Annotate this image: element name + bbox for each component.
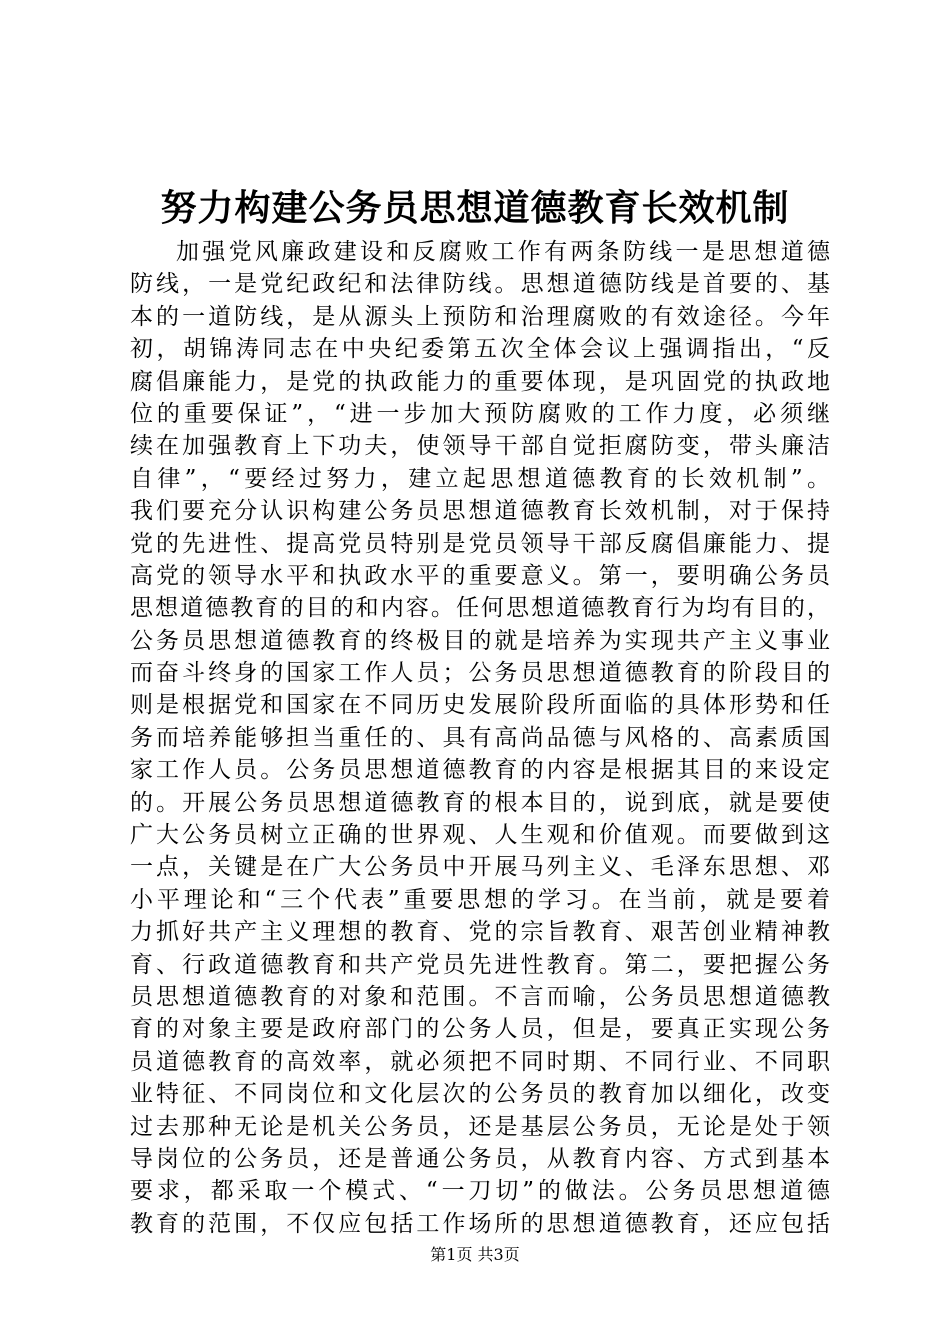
text-line: 自律”，“要经过努力，建立起思想道德教育的长效机制”。 bbox=[130, 465, 830, 492]
text-line: 业特征、不同岗位和文化层次的公务员的教育加以细化，改变 bbox=[130, 1081, 830, 1108]
text-line: 防线，一是党纪政纪和法律防线。思想道德防线是首要的、基 bbox=[130, 271, 830, 298]
text-line: 力抓好共产主义理想的教育、党的宗旨教育、艰苦创业精神教 bbox=[130, 919, 830, 946]
text-line: 思想道德教育的目的和内容。任何思想道德教育行为均有目的， bbox=[130, 595, 830, 622]
page-number-footer: 第1页 共3页 bbox=[430, 1245, 520, 1264]
text-line: 员道德教育的高效率，就必须把不同时期、不同行业、不同职 bbox=[130, 1048, 830, 1075]
text-line: 党的先进性、提高党员特别是党员领导干部反腐倡廉能力、提 bbox=[130, 530, 830, 557]
text-line: 育的对象主要是政府部门的公务人员，但是，要真正实现公务 bbox=[130, 1016, 830, 1043]
text-line: 而奋斗终身的国家工作人员；公务员思想道德教育的阶段目的 bbox=[130, 660, 830, 687]
text-line: 小平理论和“三个代表”重要思想的学习。在当前，就是要着 bbox=[130, 886, 830, 913]
text-line: 教育的范围，不仅应包括工作场所的思想道德教育，还应包括 bbox=[130, 1210, 830, 1237]
text-line: 员思想道德教育的对象和范围。不言而喻，公务员思想道德教 bbox=[130, 983, 830, 1010]
text-line: 一点，关键是在广大公务员中开展马列主义、毛泽东思想、邓 bbox=[130, 854, 830, 881]
text-line: 育、行政道德教育和共产党员先进性教育。第二，要把握公务 bbox=[130, 951, 830, 978]
text-line: 我们要充分认识构建公务员思想道德教育长效机制，对于保持 bbox=[130, 498, 830, 525]
text-line: 家工作人员。公务员思想道德教育的内容是根据其目的来设定 bbox=[130, 757, 830, 784]
text-line: 过去那种无论是机关公务员，还是基层公务员，无论是处于领 bbox=[130, 1113, 830, 1140]
text-line: 位的重要保证”，“进一步加大预防腐败的工作力度，必须继 bbox=[130, 400, 830, 427]
text-line: 广大公务员树立正确的世界观、人生观和价值观。而要做到这 bbox=[130, 822, 830, 849]
text-line: 要求，都采取一个模式、“一刀切”的做法。公务员思想道德 bbox=[130, 1178, 830, 1205]
text-line: 本的一道防线，是从源头上预防和治理腐败的有效途径。今年 bbox=[130, 303, 830, 330]
text-line: 公务员思想道德教育的终极目的就是培养为实现共产主义事业 bbox=[130, 627, 830, 654]
text-line: 务而培养能够担当重任的、具有高尚品德与风格的、高素质国 bbox=[130, 724, 830, 751]
text-line: 加强党风廉政建设和反腐败工作有两条防线一是思想道德 bbox=[176, 239, 830, 265]
text-line: 导岗位的公务员，还是普通公务员，从教育内容、方式到基本 bbox=[130, 1145, 830, 1172]
text-line: 初，胡锦涛同志在中央纪委第五次全体会议上强调指出，“反 bbox=[130, 336, 830, 363]
text-line: 续在加强教育上下功夫，使领导干部自觉拒腐防变，带头廉洁 bbox=[130, 433, 830, 460]
text-line: 腐倡廉能力，是党的执政能力的重要体现，是巩固党的执政地 bbox=[130, 368, 830, 395]
text-line: 的。开展公务员思想道德教育的根本目的，说到底，就是要使 bbox=[130, 789, 830, 816]
text-line: 高党的领导水平和执政水平的重要意义。第一，要明确公务员 bbox=[130, 562, 830, 589]
text-line: 则是根据党和国家在不同历史发展阶段所面临的具体形势和任 bbox=[130, 692, 830, 719]
document-title: 努力构建公务员思想道德教育长效机制 bbox=[160, 187, 790, 229]
body-paragraph bbox=[130, 236, 830, 1240]
